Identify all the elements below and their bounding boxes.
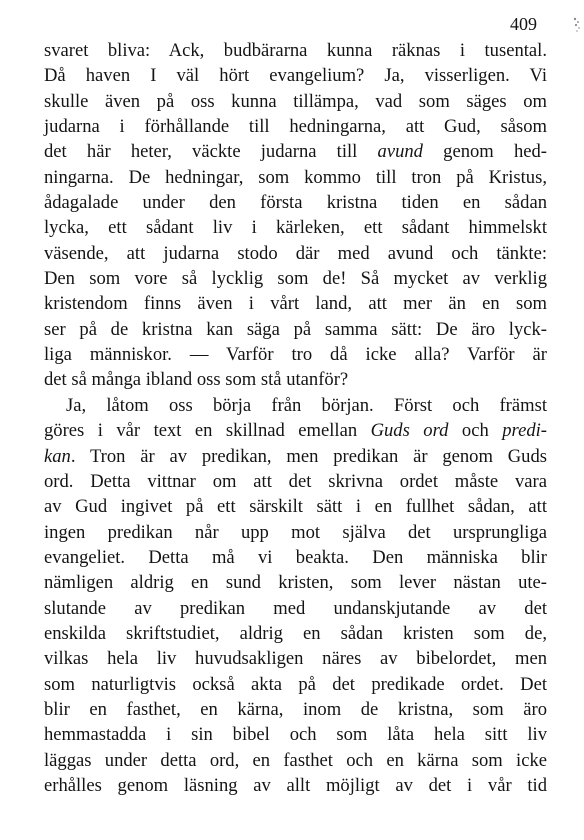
- text-line: [44, 393, 547, 418]
- text-segment: erhålles genom läsning av allt möjligt av det i vår tid: [44, 774, 547, 796]
- text-line: [44, 520, 547, 545]
- text-line: [44, 190, 547, 215]
- text-line: [44, 165, 547, 190]
- text-line: [44, 697, 547, 722]
- text-segment: det här heter, väckte judarna till: [44, 141, 378, 163]
- text-line: [44, 494, 547, 519]
- text-line: [44, 545, 547, 570]
- text-line: [44, 672, 547, 697]
- text-segment: ord. Detta vittnar om att det skrivna ordet måste vara: [44, 470, 547, 492]
- text-segment: liga människor. — Varför tro då icke alla? Varför är: [44, 344, 547, 366]
- text-line: [44, 773, 547, 798]
- text-line: [44, 89, 547, 114]
- text-line: [44, 596, 547, 621]
- text-line: [44, 63, 547, 88]
- page-number: 409: [510, 14, 537, 34]
- emphasized-text: kan: [44, 445, 71, 467]
- text-line: [44, 266, 547, 291]
- text-line: [44, 748, 547, 773]
- text-segment: evangeliet. Detta må vi beakta. Den människa blir: [44, 546, 547, 568]
- text-line: [44, 241, 547, 266]
- text-segment: vilkas hela liv huvudsakligen näres av bibelordet, men: [44, 648, 547, 670]
- text-segment: skulle även på oss kunna tillämpa, vad som säges om: [44, 90, 547, 112]
- text-line: [44, 114, 547, 139]
- text-segment: enskilda skriftstudiet, aldrig en sådan kristen som de,: [44, 622, 547, 644]
- text-line: [44, 291, 547, 316]
- text-segment: väsende, att judarna stodo där med avund och tänkte:: [44, 242, 547, 264]
- text-segment: lycka, ett sådant liv i kärleken, ett sådant himmelskt: [44, 217, 547, 239]
- text-line: [44, 469, 547, 494]
- text-segment: Ja, låtom oss börja från början. Först och främst: [66, 394, 547, 416]
- text-line: [44, 621, 547, 646]
- text-line: [44, 139, 547, 164]
- emphasized-text: Guds ord: [370, 420, 449, 442]
- text-segment: blir en fasthet, en kärna, inom de kristna, som äro: [44, 698, 547, 720]
- text-segment: av Gud ingivet på ett särskilt sätt i en fullhet sådan, att: [44, 496, 547, 518]
- text-segment: slutande av predikan med undanskjutande av det: [44, 597, 547, 619]
- text-segment: Då haven I väl hört evangelium? Ja, visserligen. Vi: [44, 65, 547, 87]
- text-line: [44, 317, 547, 342]
- text-line: [44, 367, 547, 392]
- text-line: [44, 444, 547, 469]
- text-segment: hemmastadda i sin bibel och som låta hela sitt liv: [44, 724, 547, 746]
- text-line: [44, 38, 547, 63]
- body-text: [44, 38, 547, 798]
- text-segment: Den som vore så lycklig som de! Så mycket av verklig: [44, 268, 547, 290]
- text-line: [44, 570, 547, 595]
- text-segment: nämligen aldrig en sund kristen, som lever nästan ute-: [44, 572, 547, 594]
- corner-scan-mark: [572, 16, 582, 34]
- text-line: [44, 646, 547, 671]
- text-line: [44, 418, 547, 443]
- text-segment: ningarna. De hedningar, som kommo till tron på Kristus,: [44, 166, 547, 188]
- text-line: [44, 342, 547, 367]
- text-segment: ingen predikan når upp mot själva det ursprungliga: [44, 521, 547, 543]
- emphasized-text: predi-: [502, 420, 547, 442]
- text-segment: svaret bliva: Ack, budbärarna kunna räknas i tusental.: [44, 40, 547, 61]
- text-segment: kristendom finns även i vårt land, att mer än en som: [44, 293, 547, 315]
- text-segment: ser på de kristna kan säga på samma sätt: De äro lyck-: [44, 318, 547, 340]
- text-segment: judarna i förhållande till hedningarna, att Gud, såsom: [44, 116, 547, 138]
- text-segment: . Tron är av predikan, men predikan är genom Guds: [70, 445, 547, 467]
- text-line: [44, 215, 547, 240]
- text-segment: och: [448, 420, 503, 442]
- text-segment: läggas under detta ord, en fasthet och en kärna som icke: [44, 749, 547, 771]
- text-segment: ådagalade under den första kristna tiden en sådan: [44, 192, 547, 214]
- text-segment: det så många ibland oss som stå utanför?: [44, 369, 349, 391]
- emphasized-text: avund: [377, 141, 423, 163]
- text-segment: som naturligtvis också akta på det predikade ordet. Det: [44, 673, 547, 695]
- text-segment: genom hed-: [422, 141, 547, 163]
- text-segment: göres i vår text en skillnad emellan: [44, 420, 371, 442]
- text-line: [44, 722, 547, 747]
